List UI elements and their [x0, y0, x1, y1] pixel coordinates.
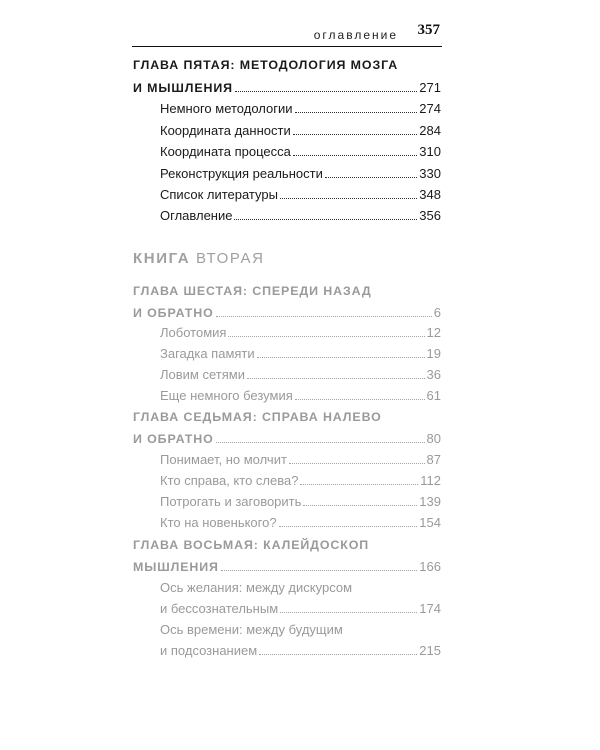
toc-entry-page: 87 [426, 452, 441, 467]
toc-entry[interactable] [160, 364, 441, 382]
toc-entry-title: Координата данности [160, 123, 291, 138]
toc-entry[interactable] [160, 385, 441, 403]
toc-entry[interactable] [160, 141, 441, 159]
toc-entry-title: Кто справа, кто слева? [160, 473, 299, 488]
chapter7-title[interactable] [133, 406, 441, 424]
leader-dots [303, 505, 417, 506]
toc-entry-title: Еще немного безумия [160, 388, 293, 403]
toc-entry[interactable] [160, 619, 441, 637]
toc-entry-page: 139 [419, 494, 441, 509]
chapter6-title[interactable] [133, 280, 441, 298]
toc-entry[interactable] [160, 163, 441, 181]
leader-dots [228, 336, 424, 337]
leader-dots [325, 177, 417, 178]
leader-dots [280, 612, 417, 613]
chapter6-title-cont[interactable] [133, 302, 441, 320]
toc-entry-page: 310 [419, 144, 441, 159]
toc-entry-page: 215 [419, 643, 441, 658]
book-two-heading-bold: КНИГА [133, 250, 191, 267]
leader-dots [295, 112, 418, 113]
toc-entry[interactable] [160, 449, 441, 467]
running-header [132, 22, 442, 46]
toc-entry-page: 284 [419, 123, 441, 138]
chapter7-title-line2: И ОБРАТНО [133, 432, 214, 446]
leader-dots [300, 484, 418, 485]
toc-entry-title: Загадка памяти [160, 346, 255, 361]
toc-entry-page: 36 [426, 367, 441, 382]
chapter8-title[interactable] [133, 534, 441, 552]
chapter7-page: 80 [426, 431, 441, 446]
toc-entry[interactable] [160, 512, 441, 530]
chapter6-title-line1: ГЛАВА ШЕСТАЯ: СПЕРЕДИ НАЗАД [133, 284, 372, 298]
toc-entry-page: 61 [426, 388, 441, 403]
toc-entry-title-line2: и бессознательным [160, 601, 279, 616]
chapter8-page: 166 [419, 559, 441, 574]
toc-entry-title: Список литературы [160, 187, 278, 202]
toc-entry-page: 112 [420, 473, 441, 488]
toc-entry[interactable] [160, 343, 441, 361]
toc-entry[interactable] [160, 98, 441, 116]
toc-entry-cont[interactable] [160, 598, 441, 616]
header-rule [132, 46, 442, 47]
toc-entry-title: Кто на новенького? [160, 515, 277, 530]
chapter5-title-cont[interactable] [133, 77, 441, 95]
leader-dots [234, 219, 417, 220]
chapter5-title-line1: ГЛАВА ПЯТАЯ: МЕТОДОЛОГИЯ МОЗГА [133, 58, 399, 72]
chapter5-page: 271 [419, 80, 441, 95]
chapter8-title-line2: МЫШЛЕНИЯ [133, 560, 219, 574]
toc-entry-page: 174 [419, 601, 441, 616]
page-number: 357 [417, 22, 440, 38]
toc-entry-cont[interactable] [160, 640, 441, 658]
toc-entry[interactable] [160, 491, 441, 509]
toc-entry-page: 274 [419, 101, 441, 116]
toc-entry-page: 19 [426, 346, 441, 361]
toc-entry-title: Оглавление [160, 208, 233, 223]
toc-entry-page: 154 [419, 515, 441, 530]
toc-entry-title-line2: и подсознанием [160, 643, 258, 658]
leader-dots [293, 134, 418, 135]
toc-entry-title: Понимает, но молчит [160, 452, 287, 467]
toc-entry-title: Потрогать и заговорить [160, 494, 302, 509]
toc-entry-title-line1: Ось времени: между будущим [160, 622, 343, 637]
chapter6-title-line2: И ОБРАТНО [133, 306, 214, 320]
toc-entry-title: Немного методологии [160, 101, 293, 116]
chapter5-title[interactable] [133, 54, 441, 72]
book-two-heading-rest: ВТОРАЯ [195, 250, 265, 267]
chapter6-page: 6 [433, 305, 441, 320]
leader-dots [293, 155, 417, 156]
toc-entry-page: 348 [419, 187, 441, 202]
running-header-label: оглавление [313, 28, 398, 42]
leader-dots [221, 570, 417, 571]
leader-dots [216, 316, 432, 317]
chapter5-title-line2: И МЫШЛЕНИЯ [133, 81, 233, 95]
leader-dots [289, 463, 425, 464]
toc-entry[interactable] [160, 120, 441, 138]
leader-dots [259, 654, 417, 655]
toc-entry-title-line1: Ось желания: между дискурсом [160, 580, 353, 595]
book-two-heading [133, 250, 265, 267]
leader-dots [257, 357, 425, 358]
chapter8-title-line1: ГЛАВА ВОСЬМАЯ: КАЛЕЙДОСКОП [133, 538, 370, 552]
chapter8-title-cont[interactable] [133, 556, 441, 574]
toc-entry[interactable] [160, 577, 441, 595]
toc-entry-page: 330 [419, 166, 441, 181]
toc-entry-title: Лоботомия [160, 325, 227, 340]
toc-entry[interactable] [160, 184, 441, 202]
chapter7-title-line1: ГЛАВА СЕДЬМАЯ: СПРАВА НАЛЕВО [133, 410, 382, 424]
leader-dots [216, 442, 425, 443]
leader-dots [295, 399, 425, 400]
leader-dots [279, 526, 418, 527]
toc-entry-title: Координата процесса [160, 144, 291, 159]
toc-entry[interactable] [160, 470, 441, 488]
leader-dots [247, 378, 425, 379]
toc-entry-title: Ловим сетями [160, 367, 245, 382]
toc-entry[interactable] [160, 322, 441, 340]
toc-entry-page: 12 [426, 325, 441, 340]
toc-entry-page: 356 [419, 208, 441, 223]
leader-dots [280, 198, 417, 199]
chapter7-title-cont[interactable] [133, 428, 441, 446]
toc-entry-title: Реконструкция реальности [160, 166, 323, 181]
toc-entry[interactable] [160, 205, 441, 223]
leader-dots [235, 91, 417, 92]
